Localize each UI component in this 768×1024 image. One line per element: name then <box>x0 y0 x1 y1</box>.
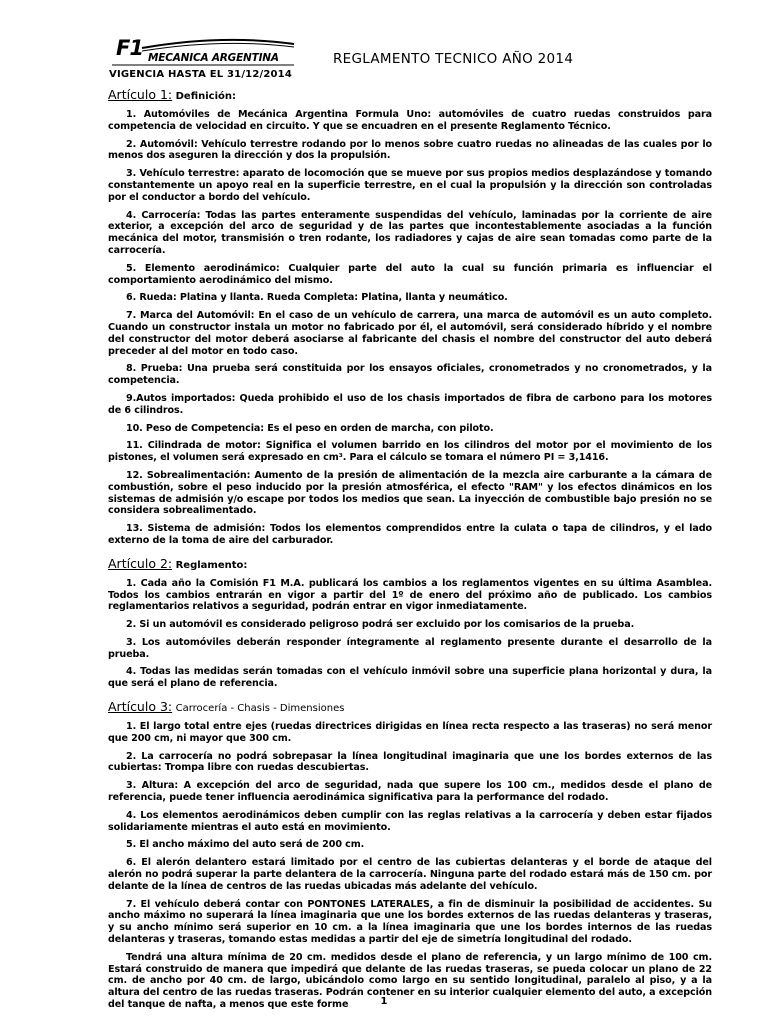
paragraph: 7. Marca del Automóvil: En el caso de un vehículo de carrera, una marca de automóvil es un auto completo. Cuando un constructor instala un motor no fabricado por él, el automóvil, será considerado híbrido y el nombre del constructor del motor deberá asociarse al fabricante del chasis el nombre del constructor del auto deberá preceder al del motor en todo caso. <box>108 310 712 357</box>
paragraph: 13. Sistema de admisión: Todos los elementos comprendidos entre la culata o tapa de cilindros, y el lado externo de la toma de aire del carburador. <box>108 523 712 546</box>
articulo-1-label: Artículo 1: <box>108 87 173 102</box>
paragraph: 3. Altura: A excepción del arco de seguridad, nada que supere los 100 cm., medidos desde el plano de referencia, puede tener influencia aerodinámica significativa para la performance del rodado. <box>108 780 712 804</box>
paragraph: 1. El largo total entre ejes (ruedas directrices dirigidas en línea recta respecto a las traseras) no será menor que 200 cm, ni mayor que 300 cm. <box>108 721 712 744</box>
articulo-1-title: Definición: <box>175 91 236 102</box>
logo-name: MECANICA ARGENTINA <box>148 52 279 64</box>
document-body <box>108 86 712 1017</box>
document-title: REGLAMENTO TECNICO AÑO 2014 <box>333 51 574 67</box>
logo <box>112 30 302 70</box>
articulo-3 <box>108 700 712 1011</box>
paragraph: 9.Autos importados: Queda prohibido el uso de los chasis importados de fibra de carbono para los motores de 6 cilindros. <box>108 392 712 416</box>
paragraph: 2. Si un automóvil es considerado peligroso podrá ser excluido por los comisarios de la prueba. <box>126 619 635 631</box>
articulo-1 <box>108 88 712 547</box>
paragraph: Tendrá una altura mínima de 20 cm. medidos desde el plano de referencia, y un largo mínimo de 100 cm. Estará construido de manera que impedirá que delante de las ruedas traseras, se pueda colocar un plano de 22 cm. de ancho por 40 cm. de largo, ubicándolo como largo en su sentido longitudinal, paralelo al piso, y a la altura del centro de las ruedas traseras. Podrán contener en su interior cualquier elemento del auto, a excepción del tanque de nafta, a menos que este forme <box>108 951 712 1011</box>
articulo-2-heading <box>108 557 712 572</box>
paragraph: 7. El vehículo deberá contar con PONTONES LATERALES, a fin de disminuir la posibilidad de accidentes. Su ancho máximo no superará la línea imaginaria que une los bordes externos de las ruedas delanteras y traseras, y su ancho mínimo será superior en 10 cm. a la línea imaginaria que une los bordes internos de las ruedas delanteras y traseras, tomando estas medidas a partir del eje de simetría longitudinal del rodado. <box>108 898 712 946</box>
paragraph: 2. Automóvil: Vehículo terrestre rodando por lo menos sobre cuatro ruedas no alineadas de las cuales por lo menos dos aseguren la dirección y dos la propulsión. <box>108 138 712 162</box>
paragraph: 3. Vehículo terrestre: aparato de locomoción que se mueve por sus propios medios desplazándose y tomando constantemente un apoyo real en la superficie terrestre, en el cual la propulsión y la dirección son controladas por el conductor a bordo del vehículo. <box>108 168 712 203</box>
articulo-3-heading <box>108 700 712 715</box>
paragraph: 5. El ancho máximo del auto será de 200 cm. <box>126 839 365 851</box>
logo-f1: F1 <box>116 36 143 60</box>
paragraph: 5. Elemento aerodinámico: Cualquier parte del auto la cual su función primaria es influenciar el comportamiento aerodinámico del mismo. <box>108 262 712 286</box>
paragraph: 8. Prueba: Una prueba será constituida por los ensayos oficiales, cronometrados y no cronometrados, y la competencia. <box>108 363 712 387</box>
paragraph: 4. Todas las medidas serán tomadas con el vehículo inmóvil sobre una superficie plana horizontal y dura, la que será el plano de referencia. <box>108 666 712 690</box>
articulo-3-label: Artículo 3: <box>108 699 173 715</box>
vigencia-date: VIGENCIA HASTA EL 31/12/2014 <box>109 69 292 80</box>
paragraph: 2. La carrocería no podrá sobrepasar la línea longitudinal imaginaria que une los bordes externos de las cubiertas: Trompa libre con ruedas descubiertas. <box>108 750 712 774</box>
paragraph: 1. Cada año la Comisión F1 M.A. publicará los cambios a los reglamentos vigentes en su última Asamblea. Todos los cambios entrarán en vigor a partir del 1º de enero del próximo año de publicado. Los cambios reglamentarios relativos a seguridad, podrán entrar en vigor inmediatamente. <box>108 577 712 613</box>
articulo-2-title: Reglamento: <box>175 559 248 571</box>
paragraph: 4. Carrocería: Todas las partes enteramente suspendidas del vehículo, laminadas por la corriente de aire exterior, a excepción del arco de seguridad y de las partes que incontestablemente asociadas a la función mecánica del motor, transmisión o tren rodante, los radiadores y cajas de aire sean tomadas como parte de la carrocería. <box>108 209 712 256</box>
articulo-2 <box>108 557 712 690</box>
articulo-2-label: Artículo 2: <box>108 555 173 571</box>
page-number: 1 <box>380 996 388 1007</box>
paragraph: 3. Los automóviles deberán responder íntegramente al reglamento presente durante el desarrollo de la prueba. <box>108 636 712 660</box>
paragraph: 12. Sobrealimentación: Aumento de la presión de alimentación de la mezcla aire carburante a la cámara de combustión, sobre el peso inducido por la presión atmosférica, el efecto "RAM" y los efectos dinámicos en los sistemas de admisión y/o escape por todos los medios que sean. La inyección de combustible bajo presión no se considera sobrealimentado. <box>108 469 712 517</box>
articulo-3-title: Carrocería - Chasis - Dimensiones <box>175 703 345 715</box>
paragraph: 6. Rueda: Platina y llanta. Rueda Completa: Platina, llanta y neumático. <box>126 292 508 304</box>
paragraph: 11. Cilindrada de motor: Significa el volumen barrido en los cilindros del motor por el movimiento de los pistones, el volumen será expresado en cm³. Para el cálculo se tomara el número PI = 3,1416. <box>108 440 712 464</box>
articulo-1-heading <box>108 88 712 103</box>
paragraph: 10. Peso de Competencia: Es el peso en orden de marcha, con piloto. <box>126 422 494 434</box>
paragraph: 1. Automóviles de Mecánica Argentina Formula Uno: automóviles de cuatro ruedas construidos para competencia de velocidad en circuito. Y que se encuadren en el presente Reglamento Técnico. <box>108 109 712 132</box>
paragraph: 4. Los elementos aerodinámicos deben cumplir con las reglas relativas a la carrocería y deben estar fijados solidariamente mientras el auto está en movimiento. <box>108 809 712 833</box>
paragraph: 6. El alerón delantero estará limitado por el centro de las cubiertas delanteras y el borde de ataque del alerón no podrá superar la parte delantera de la carrocería. Ninguna parte del rodado estará más de 150 cm. por delante de la línea de centros de las ruedas ubicadas más adelante del vehículo. <box>108 857 712 892</box>
